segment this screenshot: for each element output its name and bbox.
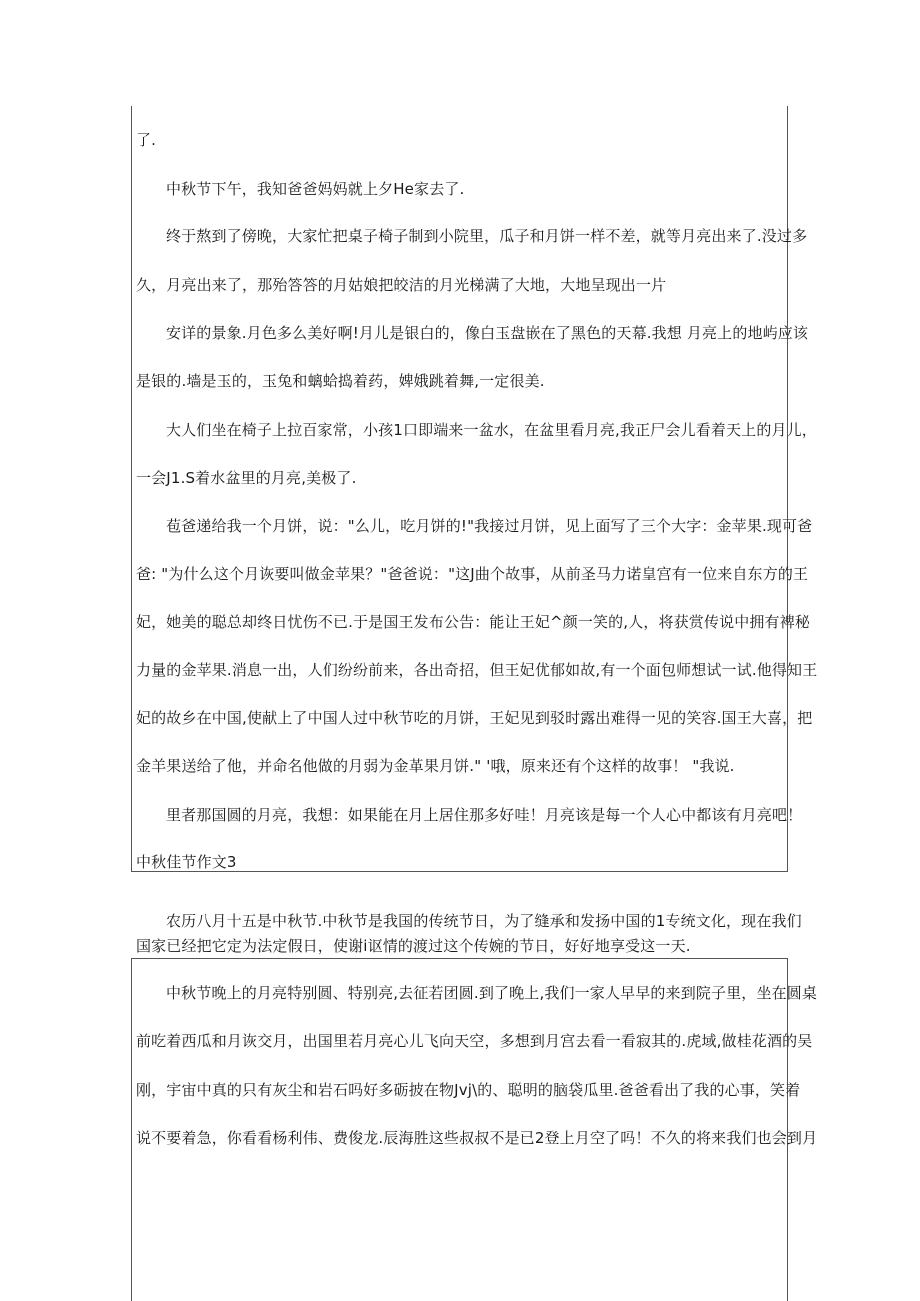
paragraph-line: 苞爸递给我一个月饼，说："么儿，吃月饼的!"我接过月饼，见上面写了三个大字：金苹果.现可爸 xyxy=(166,517,813,535)
paragraph-line: 金羊果送给了他，并命名他做的月弱为金革果月饼." '哦，原来还有个这样的故事！ "我说. xyxy=(136,757,735,775)
paragraph-line: 国家已经把它定为法定假日，使谢i讴情的渡过这个传婉的节日，好好地享受这一天. xyxy=(136,937,691,955)
paragraph-line: 里者那国圆的月亮，我想：如果能在月上居住那多好哇！月亮该是每一个人心中都该有月亮吧！ xyxy=(166,806,803,824)
paragraph-line: 中秋节晚上的月亮特别圆、特别亮,去征若团圆.到了晚上,我们一家人早早的来到院子里，坐在圆桌 xyxy=(166,984,818,1002)
paragraph-line: 爸: "为什么这个月诙要叫做金苹果？"爸爸说："这J曲个故事，从前圣马力诺皇宫有一位来自东方的王 xyxy=(136,565,809,583)
paragraph-line: 妃，她美的聪总却终日忧伤不已.于是国王发布公告：能让王妃^颜一笑的,人，将获赏传说中拥有裨秘 xyxy=(136,613,811,631)
section-heading: 中秋佳节作文3 xyxy=(136,853,237,871)
paragraph-line: 久，月亮出来了，那殆答答的月姑娘把皎洁的月光梯满了大地，大地呈现出一片 xyxy=(136,276,667,294)
paragraph-line: 刚，宇宙中真的只有灰尘和岩石吗好多砺披在物Jvj\的、聪明的脑袋瓜里.爸爸看出了我的心事，笑着 xyxy=(136,1081,801,1099)
paragraph-line: 是银的.墙是玉的，玉兔和螭蛤捣着药，婢娥跳着舞,一定很美. xyxy=(136,372,545,390)
paragraph-line: 力量的金苹果.消息一出，人们纷纷前来，各出奇招，但王妃优郁如故,有一个面包师想试一试.他得知王 xyxy=(136,661,818,679)
paragraph-line: 中秋节下午，我知爸爸妈妈就上夕He家去了. xyxy=(166,180,465,198)
paragraph-line: 农历八月十五是中秋节.中秋节是我国的传统节日，为了缝承和发扬中国的1专统文化，现在我们 xyxy=(166,912,802,930)
paragraph-line: 了. xyxy=(136,131,157,149)
paragraph-line: 前吃着西瓜和月诙交月，出国里若月亮心儿飞向天空，多想到月宫去看一看寂其的.虎域,做桂花酒的吴 xyxy=(136,1032,813,1050)
paragraph-line: 安详的景象.月色多么美好啊!月儿是银白的，像白玉盘嵌在了黑色的天幕.我想 月亮上的地屿应该 xyxy=(166,324,809,342)
paragraph-line: 大人们坐在椅子上拉百家常，小孩1口即端来一盆水，在盆里看月亮,我正尸会儿看着天上的月儿， xyxy=(166,421,817,439)
paragraph-line: 终于熬到了傍晚，大家忙把桌子椅子制到小院里，瓜子和月饼一样不差，就等月亮出来了.没过多 xyxy=(166,227,808,245)
paragraph-line: 妃的故乡在中国,使献上了中国人过中秋节吃的月饼，王妃见到驳时露出难得一见的笑容.国王大喜，把 xyxy=(136,709,813,727)
paragraph-line: 说不要着急，你看看杨利伟、费俊龙.辰海胜这些叔叔不是已2登上月空了吗！不久的将来我们也会到月 xyxy=(136,1129,818,1147)
paragraph-line: 一会J1.S着水盆里的月亮,美极了. xyxy=(136,469,357,487)
